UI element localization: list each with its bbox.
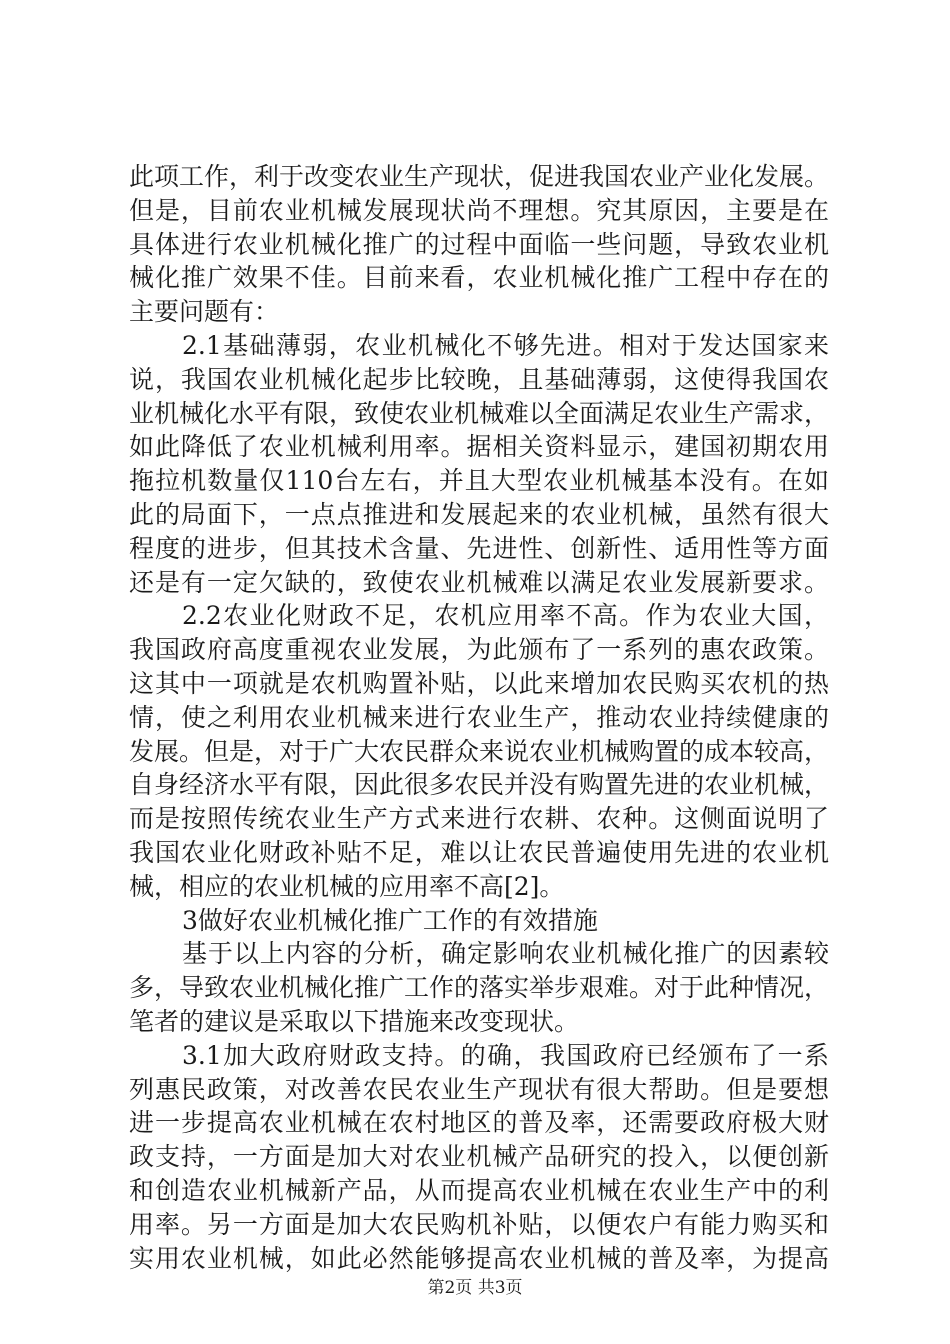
text-line: 拖拉机数量仅110台左右，并且大型农业机械基本没有。在如 — [129, 466, 829, 496]
text-line: 3做好农业机械化推广工作的有效措施 — [182, 905, 598, 935]
text-line: 2.2农业化财政不足，农机应用率不高。作为农业大国， — [182, 601, 829, 631]
text-line: 主要问题有： — [129, 297, 280, 327]
text-line: 还是有一定欠缺的，致使农业机械难以满足农业发展新要求。 — [129, 567, 829, 597]
text-line: 此项工作，利于改变农业生产现状，促进我国农业产业化发展。 — [129, 162, 830, 191]
text-line: 此的局面下，一点点推进和发展起来的农业机械，虽然有很大 — [129, 499, 829, 529]
text-line: 用率。另一方面是加大农民购机补贴，以便农户有能力购买和 — [129, 1209, 829, 1239]
text-line: 和创造农业机械新产品，从而提高农业机械在农业生产中的利 — [129, 1175, 829, 1205]
text-line: 实用农业机械，如此必然能够提高农业机械的普及率，为提高 — [129, 1243, 829, 1273]
text-line: 说，我国农业机械化起步比较晚，且基础薄弱，这使得我国农 — [129, 364, 829, 394]
text-line: 基于以上内容的分析，确定影响农业机械化推广的因素较 — [182, 939, 829, 969]
text-line: 政支持，一方面是加大对农业机械产品研究的投入，以便创新 — [129, 1142, 829, 1172]
text-line: 而是按照传统农业生产方式来进行农耕、农种。这侧面说明了 — [129, 804, 829, 834]
text-line: 3.1加大政府财政支持。的确，我国政府已经颁布了一系 — [182, 1040, 829, 1070]
text-line: 械，相应的农业机械的应用率不高[2]。 — [129, 871, 565, 901]
text-line: 笔者的建议是采取以下措施来改变现状。 — [129, 1006, 580, 1036]
text-line: 进一步提高农业机械在农村地区的普及率，还需要政府极大财 — [129, 1108, 829, 1138]
text-line: 我国农业化财政补贴不足，难以让农民普遍使用先进的农业机 — [129, 837, 829, 867]
text-line: 这其中一项就是农机购置补贴，以此来增加农民购买农机的热 — [129, 668, 829, 698]
text-line: 情，使之利用农业机械来进行农业生产，推动农业持续健康的 — [129, 702, 829, 732]
text-line: 2.1基础薄弱，农业机械化不够先进。相对于发达国家来 — [182, 330, 829, 360]
body-text — [129, 160, 829, 1275]
text-line: 业机械化水平有限，致使农业机械难以全面满足农业生产需求， — [129, 398, 830, 428]
text-line: 但是，目前农业机械发展现状尚不理想。究其原因，主要是在 — [129, 195, 829, 225]
text-line: 列惠民政策，对改善农民农业生产现状有很大帮助。但是要想 — [129, 1074, 829, 1104]
text-line: 械化推广效果不佳。目前来看，农业机械化推广工程中存在的 — [129, 263, 829, 293]
text-line: 发展。但是，对于广大农民群众来说农业机械购置的成本较高， — [129, 736, 830, 766]
text-line: 多，导致农业机械化推广工作的落实举步艰难。对于此种情况， — [129, 973, 830, 1003]
text-line: 如此降低了农业机械利用率。据相关资料显示，建国初期农用 — [129, 432, 829, 462]
text-line: 具体进行农业机械化推广的过程中面临一些问题，导致农业机 — [129, 229, 829, 259]
text-line: 我国政府高度重视农业发展，为此颁布了一系列的惠农政策。 — [129, 635, 829, 665]
page-footer: 第2页 共3页 — [427, 1278, 523, 1298]
text-line: 程度的进步，但其技术含量、先进性、创新性、适用性等方面 — [129, 533, 829, 563]
text-line: 自身经济水平有限，因此很多农民并没有购置先进的农业机械， — [129, 770, 830, 800]
